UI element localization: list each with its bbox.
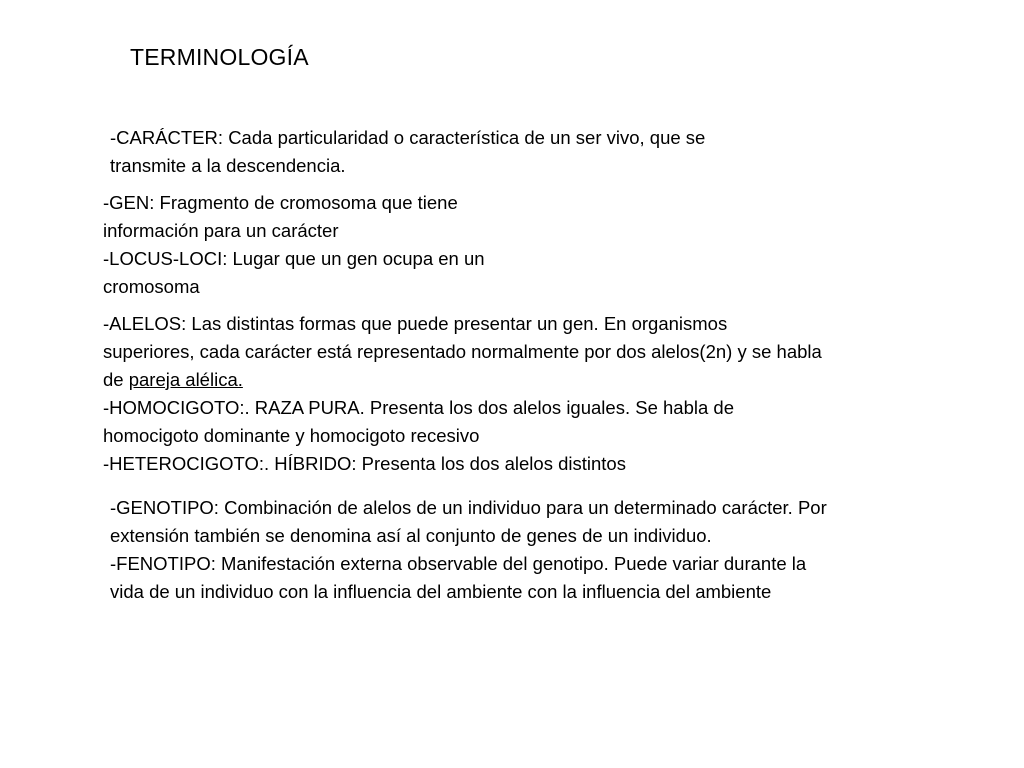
text-line: homocigoto dominante y homocigoto recesivo	[103, 425, 480, 446]
text-line: información para un carácter	[103, 220, 339, 241]
text-line: superiores, cada carácter está representado normalmente por dos alelos(2n) y se habla	[103, 341, 822, 362]
alelos-definition	[103, 310, 822, 478]
text-line: -GEN: Fragmento de cromosoma que tiene	[103, 192, 458, 213]
text-line: -GENOTIPO: Combinación de alelos de un individuo para un determinado carácter. Por	[110, 497, 827, 518]
text-line: extensión también se denomina así al conjunto de genes de un individuo.	[110, 525, 712, 546]
caracter-definition	[110, 124, 705, 180]
text-line: -FENOTIPO: Manifestación externa observable del genotipo. Puede variar durante la	[110, 553, 807, 574]
text-line: cromosoma	[103, 276, 200, 297]
pareja-alelica-link[interactable]: pareja alélica.	[128, 369, 243, 390]
text-line	[103, 366, 822, 394]
page-title: TERMINOLOGÍA	[130, 44, 309, 70]
text-line: transmite a la descendencia.	[110, 155, 346, 176]
genotipo-fenotipo-definition	[110, 494, 827, 606]
text-line: -LOCUS-LOCI: Lugar que un gen ocupa en un	[103, 248, 485, 269]
text-line: -HETEROCIGOTO:. HÍBRIDO: Presenta los dos alelos distintos	[103, 453, 626, 474]
text-line: -ALELOS: Las distintas formas que puede presentar un gen. En organismos	[103, 313, 728, 334]
text-line: -HOMOCIGOTO:. RAZA PURA. Presenta los dos alelos iguales. Se habla de	[103, 397, 734, 418]
text-fragment: de	[103, 369, 129, 390]
text-line: -CARÁCTER: Cada particularidad o característica de un ser vivo, que se	[110, 127, 706, 148]
text-line: vida de un individuo con la influencia del ambiente con la influencia del ambiente	[110, 581, 772, 602]
gen-locus-definition	[103, 189, 485, 301]
